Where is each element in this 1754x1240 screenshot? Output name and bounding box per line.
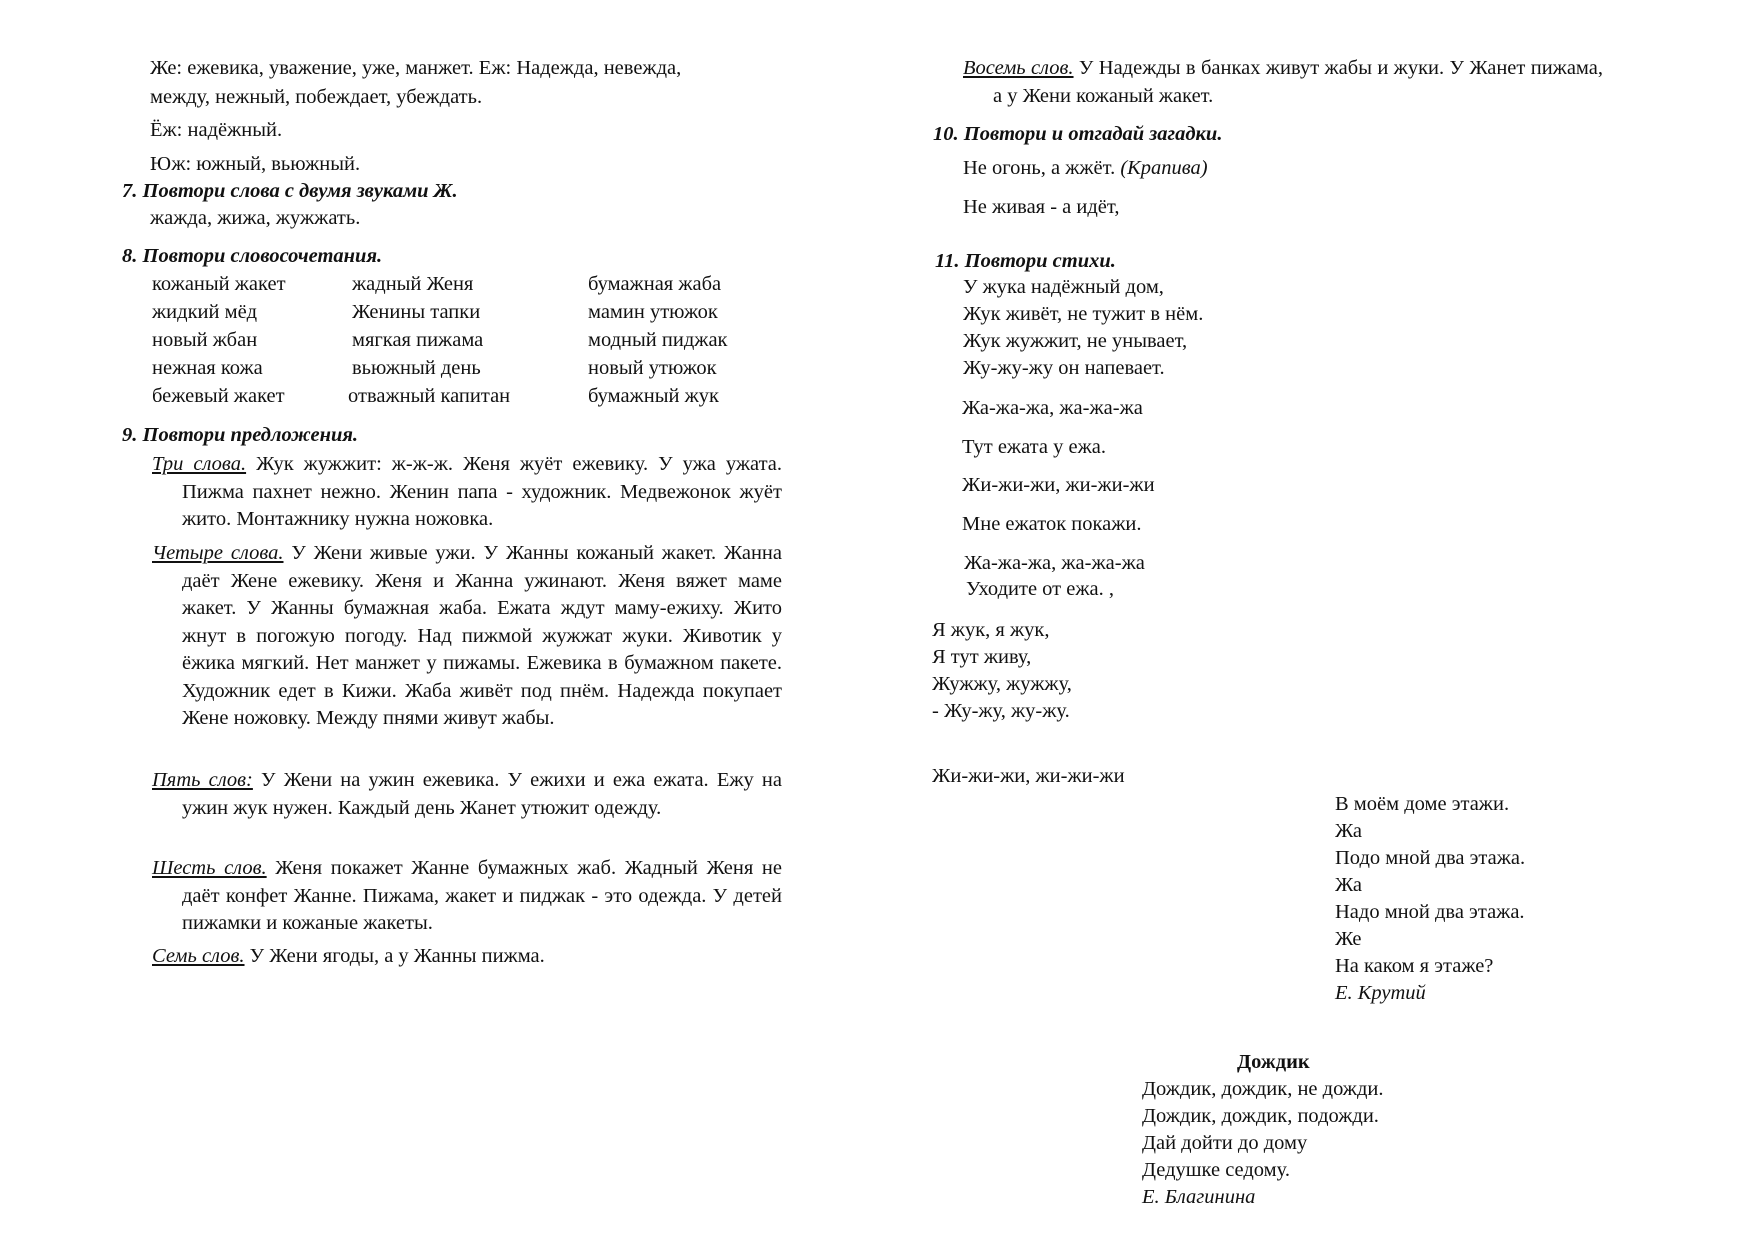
exercise-9-heading: 9. Повтори предложения. [122, 424, 359, 446]
phrase-item: жадный Женя [352, 273, 474, 295]
four-words-paragraph [152, 540, 782, 733]
phrase-item: бумажная жаба [588, 273, 722, 295]
phrase-item: Женины тапки [352, 301, 481, 323]
poem-line: Жу-жу-жу он напевает. [963, 357, 1165, 379]
poem-line: В моём доме этажи. [1335, 793, 1510, 815]
eight-words-label: Восемь слов. [963, 57, 1074, 79]
mne-ezhatok-line: Мне ежаток покажи. [962, 513, 1142, 535]
poem-line: Дай дойти до дому [1142, 1132, 1308, 1154]
poem-author: Е. Благинина [1142, 1186, 1256, 1208]
six-words-label: Шесть слов. [152, 857, 267, 879]
tut-ezhata-line: Тут ежата у ежа. [962, 436, 1106, 458]
poem-line: Дедушке седому. [1142, 1159, 1290, 1181]
poem-line: Надо мной два этажа. [1335, 901, 1525, 923]
phrase-item: кожаный жакет [152, 273, 286, 295]
yozh-line: Ёж: надёжный. [150, 119, 283, 141]
eight-words-text: У Надежды в банках живут жабы и жуки. У Жанет пижама, а у Жени кожаный жакет. [993, 57, 1603, 107]
riddle-1-answer: (Крапива) [1120, 157, 1208, 179]
phrase-item: вьюжный день [352, 357, 481, 379]
zhi-line-2: Жи-жи-жи, жи-жи-жи [932, 765, 1125, 787]
riddle-2: Не живая - а идёт, [963, 196, 1120, 218]
uhodite-line: Уходите от ежа. , [966, 578, 1114, 600]
phrase-item: новый утюжок [588, 357, 717, 379]
three-words-text: Жук жужжит: ж-ж-ж. Женя жуёт ежевику. У ужа ужата. Пижма пахнет нежно. Женин папа - художник. Медвежонок жуёт жито. Монтажнику нужна ножовка. [182, 453, 783, 530]
phrase-item: бумажный жук [588, 385, 719, 407]
six-words-paragraph [152, 855, 782, 938]
zha-line-2: Жа-жа-жа, жа-жа-жа [964, 552, 1145, 574]
exercise-10-heading: 10. Повтори и отгадай загадки. [933, 123, 1223, 145]
zhe-line-1: Же: ежевика, уважение, уже, манжет. Еж: Надежда, невежда, [150, 57, 682, 79]
zha-line-1: Жа-жа-жа, жа-жа-жа [962, 397, 1143, 419]
seven-words-label: Семь слов. [152, 945, 245, 967]
poem-line: Жук жужжит, не унывает, [963, 330, 1188, 352]
poem-line: - Жу-жу, жу-жу. [932, 700, 1070, 722]
poem-line: Подо мной два этажа. [1335, 847, 1526, 869]
zhe-line-2: между, нежный, побеждает, убеждать. [150, 86, 483, 108]
poem-title: Дождик [1237, 1051, 1310, 1073]
zhi-line-1: Жи-жи-жи, жи-жи-жи [962, 474, 1155, 496]
exercise-11-heading: 11. Повтори стихи. [935, 250, 1116, 272]
phrase-item: отважный капитан [348, 385, 511, 407]
phrase-item: жидкий мёд [152, 301, 258, 323]
poem-line: На каком я этаже? [1335, 955, 1494, 977]
exercise-8-heading: 8. Повтори словосочетания. [122, 245, 383, 267]
poem-line: Жа [1335, 874, 1362, 896]
exercise-7-heading: 7. Повтори слова с двумя звуками Ж. [122, 180, 458, 202]
phrase-item: нежная кожа [152, 357, 263, 379]
poem-line: Жа [1335, 820, 1362, 842]
five-words-text: У Жени на ужин ежевика. У ежихи и ежа ежата. Ежу на ужин жук нужен. Каждый день Жанет утюжит одежду. [182, 769, 782, 819]
poem-line: У жука надёжный дом, [963, 276, 1164, 298]
phrase-item: новый жбан [152, 329, 258, 351]
phrase-item: модный пиджак [588, 329, 728, 351]
poem-line: Я жук, я жук, [932, 619, 1050, 641]
riddle-1-text: Не огонь, а жжёт. [963, 157, 1116, 179]
three-words-paragraph [152, 451, 783, 534]
poem-line: Я тут живу, [932, 646, 1032, 668]
five-words-paragraph [152, 767, 782, 822]
three-words-label: Три слова. [152, 453, 247, 475]
riddle-1 [963, 157, 1208, 181]
exercise-7-words: жажда, жижа, жужжать. [150, 207, 361, 229]
seven-words-text: У Жени ягоды, а у Жанны пижма. [244, 945, 545, 967]
phrase-item: бежевый жакет [152, 385, 285, 407]
phrase-item: мамин утюжок [588, 301, 718, 323]
four-words-label: Четыре слова. [152, 542, 284, 564]
poem-line: Жужжу, жужжу, [932, 673, 1072, 695]
phrase-item: мягкая пижама [352, 329, 484, 351]
four-words-text: У Жени живые ужи. У Жанны кожаный жакет. Жанна даёт Жене ежевику. Женя и Жанна ужинают. Женя вяжет маме жакет. У Жанны бумажная жаба. Ежата ждут маму-ежиху. Жито жнут в погожую погоду. Над пижмой жужжат жуки. Животик у ёжика мягкий. Нет манжет у пижамы. Ежевика в бумажном пакете. Художник едет в Кижи. Жаба живёт под пнём. Надежда покупает Жене ножовку. Между пнями живут жабы. [182, 542, 782, 729]
poem-line: Дождик, дождик, подожди. [1142, 1105, 1379, 1127]
poem-line: Жук живёт, не тужит в нём. [963, 303, 1204, 325]
six-words-text: Женя покажет Жанне бумажных жаб. Жадный Женя не даёт конфет Жанне. Пижама, жакет и пиджак - это одежда. У детей пижамки и кожаные жакеты. [182, 857, 782, 934]
seven-words-paragraph [152, 945, 545, 969]
poem-line: Же [1335, 928, 1362, 950]
poem-line: Дождик, дождик, не дожди. [1142, 1078, 1384, 1100]
yuzh-line: Юж: южный, вьюжный. [150, 153, 361, 175]
five-words-label: Пять слов: [152, 769, 253, 791]
eight-words-paragraph [963, 55, 1603, 110]
poem-author: Е. Крутий [1335, 982, 1426, 1004]
